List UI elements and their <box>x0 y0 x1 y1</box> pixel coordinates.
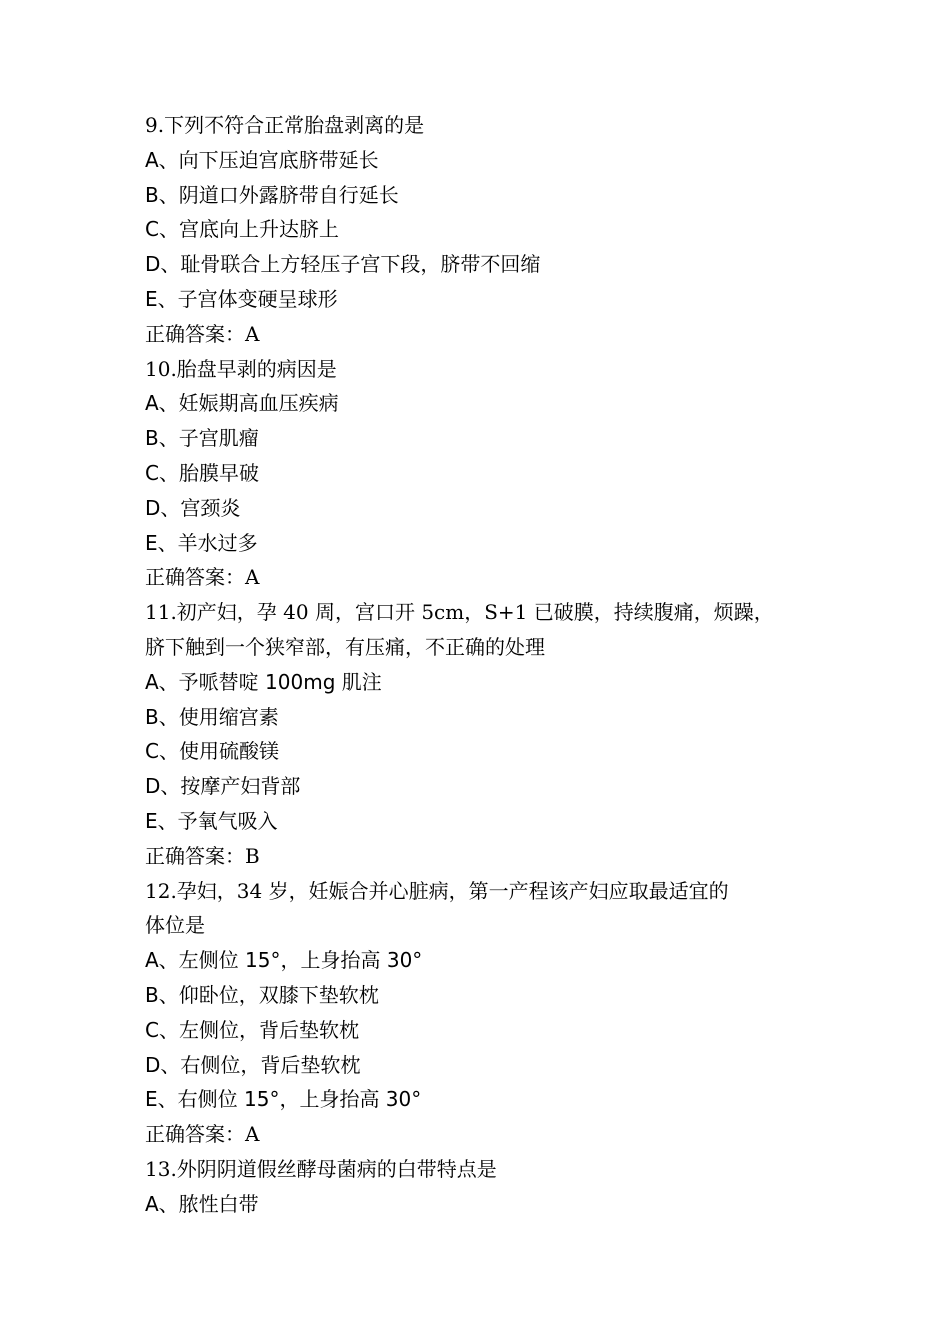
option-9-d: D、耻骨联合上方轻压子宫下段，脐带不回缩 <box>145 252 541 277</box>
option-9-c: C、宫底向上升达脐上 <box>145 217 339 242</box>
option-13-a: A、脓性白带 <box>145 1191 259 1216</box>
option-12-e: E、右侧位 15°，上身抬高 30° <box>145 1087 422 1112</box>
option-12-d: D、右侧位，背后垫软枕 <box>145 1052 361 1077</box>
option-10-e: E、羊水过多 <box>145 530 258 555</box>
question-stem-11-line-2: 脐下触到一个狭窄部，有压痛，不正确的处理 <box>145 634 545 659</box>
option-11-b: B、使用缩宫素 <box>145 704 279 729</box>
option-11-a: A、予哌替啶 100mg 肌注 <box>145 669 382 694</box>
answer-12: 正确答案：A <box>145 1122 260 1147</box>
question-stem-12-line-2: 体位是 <box>145 913 205 938</box>
option-9-e: E、子宫体变硬呈球形 <box>145 286 338 311</box>
option-9-a: A、向下压迫宫底脐带延长 <box>145 147 379 172</box>
option-10-a: A、妊娠期高血压疾病 <box>145 391 339 416</box>
option-10-b: B、子宫肌瘤 <box>145 426 259 451</box>
question-stem-10: 10.胎盘早剥的病因是 <box>145 356 337 381</box>
option-10-d: D、宫颈炎 <box>145 495 241 520</box>
option-12-a: A、左侧位 15°，上身抬高 30° <box>145 948 423 973</box>
option-11-e: E、予氧气吸入 <box>145 808 278 833</box>
question-stem-9: 9.下列不符合正常胎盘剥离的是 <box>145 113 425 137</box>
answer-11: 正确答案：B <box>145 843 260 868</box>
answer-9: 正确答案：A <box>145 321 260 346</box>
question-stem-12-line-1: 12.孕妇，34 岁，妊娠合并心脏病，第一产程该产妇应取最适宜的 <box>145 878 729 903</box>
question-stem-13: 13.外阴阴道假丝酵母菌病的白带特点是 <box>145 1156 497 1181</box>
option-10-c: C、胎膜早破 <box>145 460 259 485</box>
question-stem-11-line-1: 11.初产妇，孕 40 周，宫口开 5cm，S+1 已破膜，持续腹痛，烦躁， <box>145 600 774 625</box>
option-11-c: C、使用硫酸镁 <box>145 739 279 764</box>
option-9-b: B、阴道口外露脐带自行延长 <box>145 182 399 207</box>
answer-10: 正确答案：A <box>145 565 260 590</box>
option-11-d: D、按摩产妇背部 <box>145 774 301 799</box>
option-12-b: B、仰卧位，双膝下垫软枕 <box>145 982 379 1007</box>
option-12-c: C、左侧位，背后垫软枕 <box>145 1017 359 1042</box>
question-list <box>145 108 825 1222</box>
